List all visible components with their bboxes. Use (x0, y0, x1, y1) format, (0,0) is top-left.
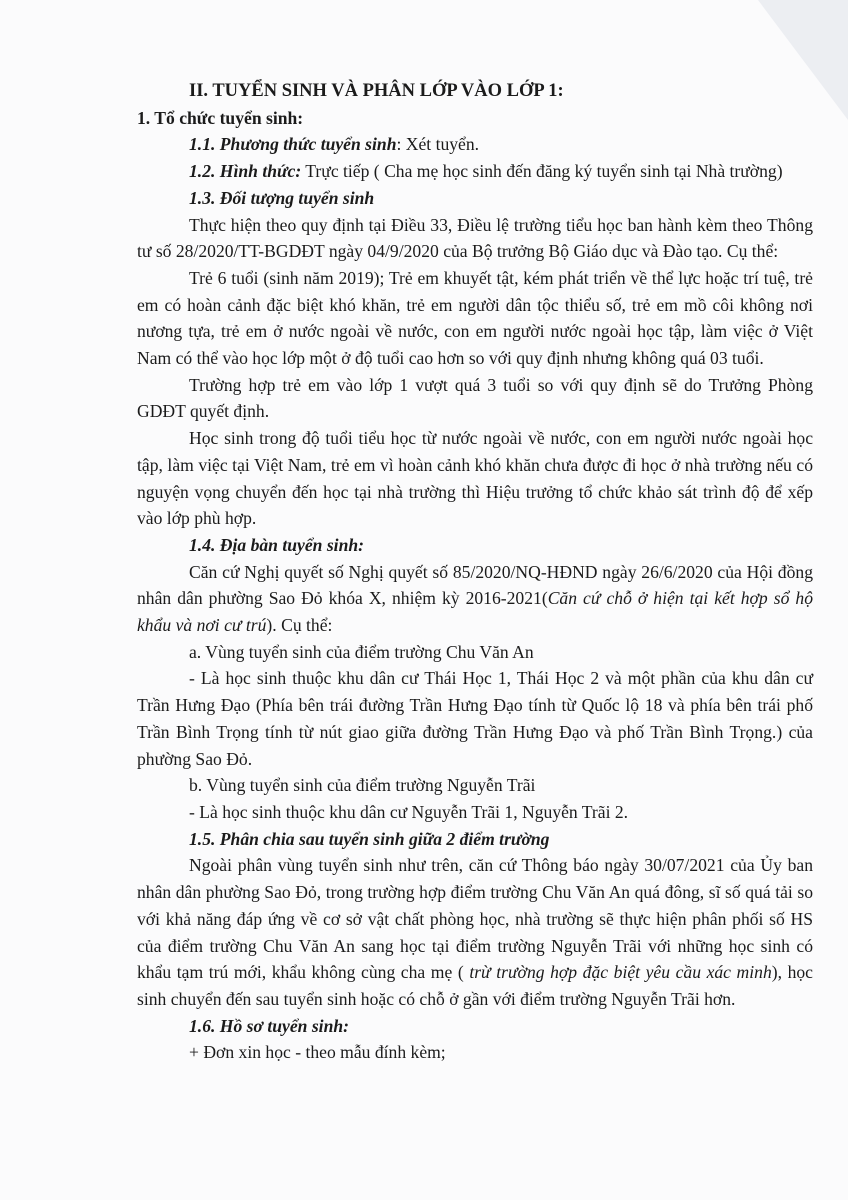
section-title: II. TUYỂN SINH VÀ PHÂN LỚP VÀO LỚP 1: (189, 81, 564, 101)
item-1-3-title: 1.3. Đối tượng tuyển sinh (189, 187, 375, 208)
item-1-5-paragraph-1-italic: trừ trường hợp đặc biệt yêu cầu xác minh (469, 962, 772, 983)
subsection-1-title: 1. Tổ chức tuyển sinh: (137, 107, 304, 128)
zone-b-title: b. Vùng tuyển sinh của điểm trường Nguyễn Trãi (189, 775, 536, 796)
zone-a-title: a. Vùng tuyển sinh của điểm trường Chu Văn An (189, 641, 534, 662)
item-1-4-title: 1.4. Địa bàn tuyển sinh: (189, 534, 364, 555)
item-1-1-label: 1.1. Phương thức tuyển sinh (189, 134, 397, 155)
item-1-5-title: 1.5. Phân chia sau tuyển sinh giữa 2 điểm trường (189, 828, 550, 849)
item-1-3-paragraph-4: Học sinh trong độ tuổi tiểu học từ nước ngoài về nước, con em người nước ngoài học tập, làm việc tại Việt Nam, trẻ em vì hoàn cảnh khó khăn chưa được đi học ở nhà trường nếu có nguyện vọng chuyển đến học tại nhà trường thì Hiệu trưởng tổ chức khảo sát trình độ để xếp vào lớp phù hợp. (137, 428, 813, 529)
item-1-5-paragraph-1-end: ), học sinh chuyển đến sau tuyển sinh hoặc có chỗ ở gần với điểm trường Nguyễn Trãi hơn. (137, 962, 813, 1009)
item-1-3-paragraph-3: Trường hợp trẻ em vào lớp 1 vượt quá 3 tuổi so với quy định sẽ do Trưởng Phòng GDĐT quyết định. (137, 374, 813, 422)
item-1-2-label: 1.2. Hình thức: (189, 161, 302, 182)
item-1-3-paragraph-2: Trẻ 6 tuổi (sinh năm 2019); Trẻ em khuyết tật, kém phát triển về thể lực hoặc trí tuệ, trẻ em có hoàn cảnh đặc biệt khó khăn, trẻ em người dân tộc thiểu số, trẻ em mồ côi không nơi nương tựa, trẻ em ở nước ngoài về nước, con em người nước ngoài học tập, làm việc ở Việt Nam có thể vào học lớp một ở độ tuổi cao hơn so với quy định nhưng không quá 03 tuổi. (137, 267, 813, 369)
item-1-4-paragraph-1 (137, 559, 813, 639)
item-1-2 (137, 158, 813, 185)
item-1-5-paragraph-1 (137, 852, 813, 1012)
item-1-4-paragraph-1-italic: Căn cứ chỗ ở hiện tại kết hợp sổ hộ khẩu và nơi cư trú (137, 588, 813, 636)
item-1-6-list-item-1: + Đơn xin học - theo mẫu đính kèm; (189, 1042, 446, 1063)
document-body (137, 78, 813, 1066)
item-1-4-paragraph-1-start: Căn cứ Nghị quyết số Nghị quyết số 85/2020/NQ-HĐND ngày 26/6/2020 của Hội đồng nhân dân phường Sao Đỏ khóa X, nhiệm kỳ 2016-2021( (137, 561, 813, 609)
item-1-6-title: 1.6. Hồ sơ tuyển sinh: (189, 1015, 349, 1036)
item-1-1-text: : Xét tuyển. (396, 134, 480, 155)
item-1-5-paragraph-1-start: Ngoài phân vùng tuyển sinh như trên, căn cứ Thông báo ngày 30/07/2021 của Ủy ban nhân dân phường Sao Đỏ, trong trường hợp điểm trường Chu Văn An quá đông, sĩ số quá tải so với khả năng đáp ứng về cơ sở vật chất phòng học, nhà trường sẽ thực hiện phân phối số HS của điểm trường Chu Văn An sang học tại điểm trường Nguyễn Trãi với những học sinh có khẩu tạm trú mới, khẩu không cùng cha mẹ ( (137, 855, 813, 983)
item-1-3-paragraph-1: Thực hiện theo quy định tại Điều 33, Điều lệ trường tiểu học ban hành kèm theo Thông tư số 28/2020/TT-BGDĐT ngày 04/9/2020 của Bộ trưởng Bộ Giáo dục và Đào tạo. Cụ thể: (137, 214, 813, 262)
item-1-4-paragraph-1-end: ). Cụ thể: (266, 615, 333, 636)
item-1-1 (189, 131, 813, 158)
zone-b-text: - Là học sinh thuộc khu dân cư Nguyễn Trãi 1, Nguyễn Trãi 2. (189, 801, 629, 822)
zone-a-text: - Là học sinh thuộc khu dân cư Thái Học 1, Thái Học 2 và một phần của khu dân cư Trần Hưng Đạo (Phía bên trái đường Trần Hưng Đạo tính từ Quốc lộ 18 và phía bên trái phố Trần Bình Trọng tính từ nút giao giữa đường Trần Hưng Đạo và phố Trần Bình Trọng.) của phường Sao Đỏ. (137, 668, 813, 769)
item-1-2-text: Trực tiếp ( Cha mẹ học sinh đến đăng ký tuyển sinh tại Nhà trường) (301, 161, 783, 182)
